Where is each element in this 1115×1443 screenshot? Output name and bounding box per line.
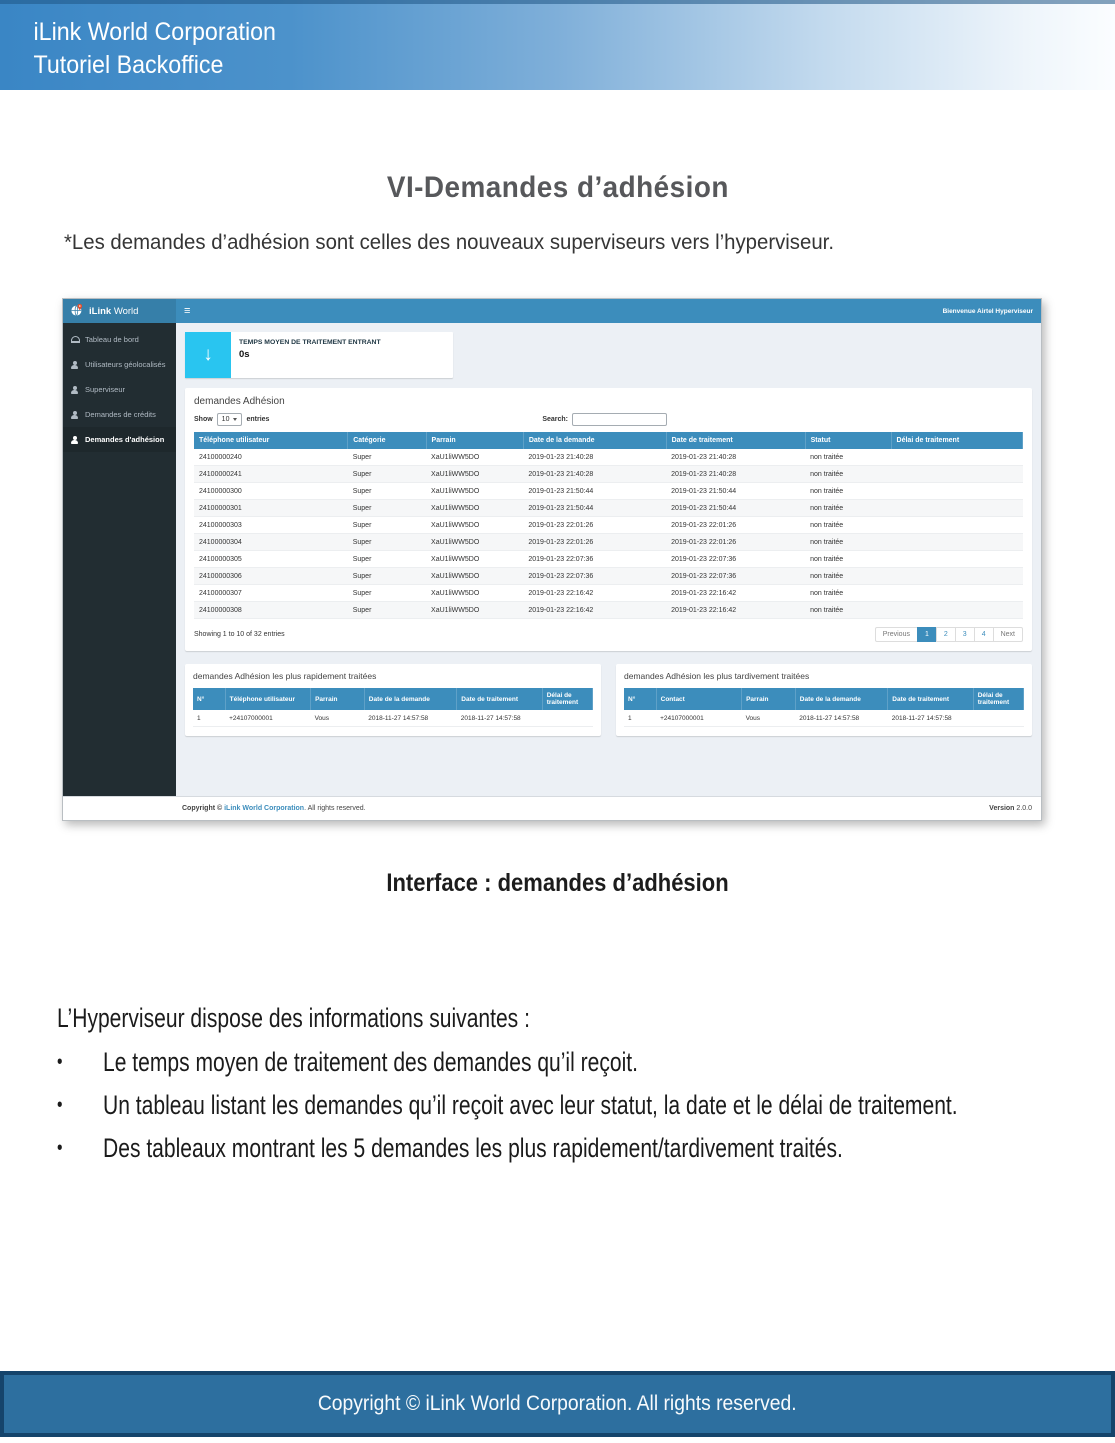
table-cell: 24100000306 (194, 568, 348, 585)
table-cell: Super (348, 500, 426, 517)
welcome-text: Bienvenue Airtel Hyperviseur (942, 307, 1033, 315)
table-cell: 2019-01-23 22:16:42 (666, 602, 805, 619)
table-row (194, 517, 1023, 534)
table-cell: 24100000308 (194, 602, 348, 619)
table-row (194, 602, 1023, 619)
search-label: Search: (542, 416, 568, 423)
version-label: Version (989, 805, 1015, 812)
column-header[interactable]: Statut (805, 432, 891, 449)
column-header[interactable]: Catégorie (348, 432, 426, 449)
sidebar-item-label: Demandes de crédits (85, 410, 156, 419)
table-cell: XaU1liWW5DO (426, 483, 523, 500)
column-header[interactable]: Téléphone utilisateur (194, 432, 348, 449)
sidebar-item[interactable] (63, 427, 176, 452)
table-cell: XaU1liWW5DO (426, 500, 523, 517)
column-header[interactable]: Parrain (742, 688, 796, 710)
table-cell: XaU1liWW5DO (426, 534, 523, 551)
dashboard-icon (70, 336, 80, 344)
table-cell: 2019-01-23 22:01:26 (666, 534, 805, 551)
table-cell: 2019-01-23 22:07:36 (666, 568, 805, 585)
table-cell: XaU1liWW5DO (426, 585, 523, 602)
column-header[interactable]: Date de la demande (795, 688, 888, 710)
table-cell: 2019-01-23 21:40:28 (666, 449, 805, 466)
table-cell (891, 534, 1022, 551)
table-cell: Super (348, 534, 426, 551)
table-cell: non traitée (805, 517, 891, 534)
table-cell: 2019-01-23 22:16:42 (666, 585, 805, 602)
table-cell: 24100000304 (194, 534, 348, 551)
fastest-processed-panel (185, 664, 601, 736)
pagination (876, 627, 1023, 642)
column-header[interactable]: Date de traitement (457, 688, 542, 710)
entries-summary: Showing 1 to 10 of 32 entries (194, 631, 285, 638)
table-cell (973, 710, 1023, 727)
figure-caption: Interface : demandes d’adhésion (386, 869, 729, 897)
brand-light: World (113, 305, 139, 317)
table-cell (891, 568, 1022, 585)
table-cell: 24100000307 (194, 585, 348, 602)
table-cell: 24100000241 (194, 466, 348, 483)
bottom-banner (0, 1371, 1115, 1437)
table-cell: 2018-11-27 14:57:58 (888, 710, 973, 727)
table-cell: 2019-01-23 22:07:36 (523, 568, 666, 585)
sidebar-item-label: Superviseur (85, 385, 126, 394)
table-cell: 2019-01-23 21:50:44 (666, 483, 805, 500)
table-row (194, 466, 1023, 483)
table-cell: 2019-01-23 21:50:44 (523, 483, 666, 500)
list-heading: L’Hyperviseur dispose des informations suivantes : (57, 1003, 530, 1033)
sidebar-item[interactable] (63, 352, 176, 377)
table-cell: 2019-01-23 21:50:44 (523, 500, 666, 517)
table-cell: 2019-01-23 22:07:36 (666, 551, 805, 568)
table-cell: 2019-01-23 22:01:26 (523, 517, 666, 534)
table-cell: non traitée (805, 534, 891, 551)
table-cell: Super (348, 517, 426, 534)
page-title: VI-Demandes d’adhésion (386, 171, 729, 204)
column-header[interactable]: Délai de traitement (542, 688, 592, 710)
table-cell: Vous (311, 710, 365, 727)
table-cell: 2019-01-23 22:01:26 (523, 534, 666, 551)
sidebar-item[interactable] (63, 327, 176, 352)
bullet-text: Un tableau listant les demandes qu’il reçoit avec leur statut, la date et le délai de traitement. (103, 1090, 958, 1120)
table-cell: 24100000301 (194, 500, 348, 517)
table-cell: XaU1liWW5DO (426, 551, 523, 568)
bullet-icon: • (57, 1137, 63, 1159)
page-number-button[interactable]: 1 (917, 627, 937, 642)
column-header[interactable]: N° (193, 688, 225, 710)
bullet-item (57, 1045, 1094, 1079)
content-area (176, 323, 1041, 796)
show-label: Show (194, 416, 213, 423)
brand-bold: iLink (89, 305, 112, 317)
table-cell: Super (348, 466, 426, 483)
table-cell: 2019-01-23 21:40:28 (523, 466, 666, 483)
column-header[interactable]: Date de traitement (888, 688, 973, 710)
chevron-down-icon (233, 418, 237, 421)
sidebar-item-label: Tableau de bord (85, 335, 139, 344)
table-cell (891, 602, 1022, 619)
table-cell: 2019-01-23 22:07:36 (523, 551, 666, 568)
copyright-prefix: Copyright © (182, 805, 225, 812)
column-header[interactable]: Délai de traitement (973, 688, 1023, 710)
table-cell: 2019-01-23 22:16:42 (523, 585, 666, 602)
sidebar-item[interactable] (63, 402, 176, 427)
table-cell: +24107000001 (656, 710, 741, 727)
table-cell: Super (348, 585, 426, 602)
page-size-value: 10 (221, 416, 230, 423)
app-navbar (63, 299, 1041, 323)
table-row (194, 500, 1023, 517)
arrow-down-icon: ↓ (185, 332, 231, 378)
panel-title: demandes Adhésion les plus rapidement traitées (193, 671, 377, 681)
table-cell: non traitée (805, 500, 891, 517)
table-cell: 2019-01-23 21:40:28 (523, 449, 666, 466)
table-cell: Super (348, 551, 426, 568)
table-cell: XaU1liWW5DO (426, 449, 523, 466)
banner-subtitle-line: Tutoriel Backoffice (33, 51, 224, 79)
table-cell: Super (348, 483, 426, 500)
table-cell: 2018-11-27 14:57:58 (457, 710, 542, 727)
table-cell: XaU1liWW5DO (426, 602, 523, 619)
page-number-button[interactable]: 4 (974, 627, 994, 642)
table-cell: +24107000001 (225, 710, 310, 727)
latest-processed-table (624, 688, 1024, 727)
column-header[interactable]: N° (624, 688, 656, 710)
bullet-text: Le temps moyen de traitement des demandes qu’il reçoit. (103, 1047, 639, 1077)
banner-company-line: iLink World Corporation (33, 18, 277, 46)
infobox-value: 0s (239, 348, 250, 360)
table-cell (891, 517, 1022, 534)
latest-processed-panel (616, 664, 1032, 736)
table-cell: non traitée (805, 551, 891, 568)
table-cell: non traitée (805, 449, 891, 466)
bottom-copyright-text: Copyright © iLink World Corporation. All rights reserved. (318, 1392, 797, 1415)
table-cell: non traitée (805, 483, 891, 500)
table-row (194, 568, 1023, 585)
users-icon (70, 436, 80, 444)
page-size-select[interactable] (217, 413, 243, 426)
table-cell: 24100000300 (194, 483, 348, 500)
table-cell: 24100000303 (194, 517, 348, 534)
sidebar-item-label: Utilisateurs géolocalisés (85, 360, 166, 369)
infobox-temps-moyen (185, 332, 453, 378)
table-row (193, 710, 593, 727)
app-footer (63, 796, 1041, 820)
version-value: 2.0.0 (1016, 805, 1032, 812)
table-cell (542, 710, 592, 727)
column-header[interactable]: Date de la demande (523, 432, 666, 449)
page-number-button[interactable]: 2 (936, 627, 956, 642)
demandes-table (194, 432, 1023, 619)
table-cell: XaU1liWW5DO (426, 466, 523, 483)
table-cell (891, 585, 1022, 602)
table-cell: 1 (624, 710, 656, 727)
globe-logo-icon (70, 303, 84, 320)
app-logo[interactable] (63, 299, 176, 323)
bullet-item (57, 1131, 1094, 1165)
column-header[interactable]: Téléphone utilisateur (225, 688, 310, 710)
table-cell: XaU1liWW5DO (426, 568, 523, 585)
panel-title: demandes Adhésion les plus tardivement traitées (624, 671, 810, 681)
search-input[interactable] (572, 413, 667, 426)
table-cell: 2019-01-23 22:01:26 (666, 517, 805, 534)
table-row (194, 585, 1023, 602)
users-icon (70, 361, 80, 369)
table-cell: non traitée (805, 602, 891, 619)
column-header[interactable]: Date de traitement (666, 432, 805, 449)
entries-label: entries (246, 416, 270, 423)
bullet-icon: • (57, 1051, 63, 1073)
table-cell: XaU1liWW5DO (426, 517, 523, 534)
bullet-text: Des tableaux montrant les 5 demandes les plus rapidement/tardivement traités. (103, 1133, 843, 1163)
table-cell (891, 483, 1022, 500)
column-header[interactable]: Délai de traitement (891, 432, 1022, 449)
table-cell: 1 (193, 710, 225, 727)
table-cell: 2018-11-27 14:57:58 (795, 710, 888, 727)
table-cell (891, 449, 1022, 466)
table-cell (891, 466, 1022, 483)
sidebar-item[interactable] (63, 377, 176, 402)
table-cell: non traitée (805, 568, 891, 585)
panel-title: demandes Adhésion (194, 396, 285, 407)
table-row (194, 534, 1023, 551)
summary-text-block (57, 1001, 1094, 1174)
table-row (194, 483, 1023, 500)
column-header[interactable]: Contact (656, 688, 741, 710)
sidebar (63, 323, 176, 796)
previous-page-button[interactable]: Previous (875, 627, 918, 642)
top-banner (0, 0, 1115, 90)
page-number-button[interactable]: 3 (955, 627, 975, 642)
column-header[interactable]: Date de la demande (364, 688, 457, 710)
table-row (624, 710, 1024, 727)
table-cell (891, 500, 1022, 517)
table-row (194, 449, 1023, 466)
next-page-button[interactable]: Next (993, 627, 1023, 642)
app-screenshot (62, 298, 1042, 821)
demandes-adhesion-panel (185, 388, 1032, 651)
table-cell: 2019-01-23 21:40:28 (666, 466, 805, 483)
table-cell: non traitée (805, 466, 891, 483)
column-header[interactable]: Parrain (426, 432, 523, 449)
table-cell: 2019-01-23 22:16:42 (523, 602, 666, 619)
table-cell: 2018-11-27 14:57:58 (364, 710, 457, 727)
sidebar-item-label: Demandes d'adhésion (85, 435, 165, 444)
intro-note: *Les demandes d’adhésion sont celles des nouveaux superviseurs vers l’hyperviseur. (64, 231, 834, 254)
infobox-label: TEMPS MOYEN DE TRAITEMENT ENTRANT (239, 339, 381, 346)
table-cell: Super (348, 449, 426, 466)
table-cell: non traitée (805, 585, 891, 602)
table-row (194, 551, 1023, 568)
users-icon (70, 386, 80, 394)
sidebar-toggle-icon[interactable]: ≡ (184, 304, 191, 317)
table-cell: Super (348, 568, 426, 585)
table-cell: 24100000305 (194, 551, 348, 568)
bullet-icon: • (57, 1094, 63, 1116)
company-link[interactable]: iLink World Corporation (224, 805, 305, 812)
table-cell: Vous (742, 710, 796, 727)
table-cell: Super (348, 602, 426, 619)
table-cell: 24100000240 (194, 449, 348, 466)
bullet-item (57, 1088, 1094, 1122)
table-cell (891, 551, 1022, 568)
column-header[interactable]: Parrain (311, 688, 365, 710)
fastest-processed-table (193, 688, 593, 727)
table-cell: 2019-01-23 21:50:44 (666, 500, 805, 517)
copyright-suffix: . All rights reserved. (304, 805, 366, 812)
users-icon (70, 411, 80, 419)
